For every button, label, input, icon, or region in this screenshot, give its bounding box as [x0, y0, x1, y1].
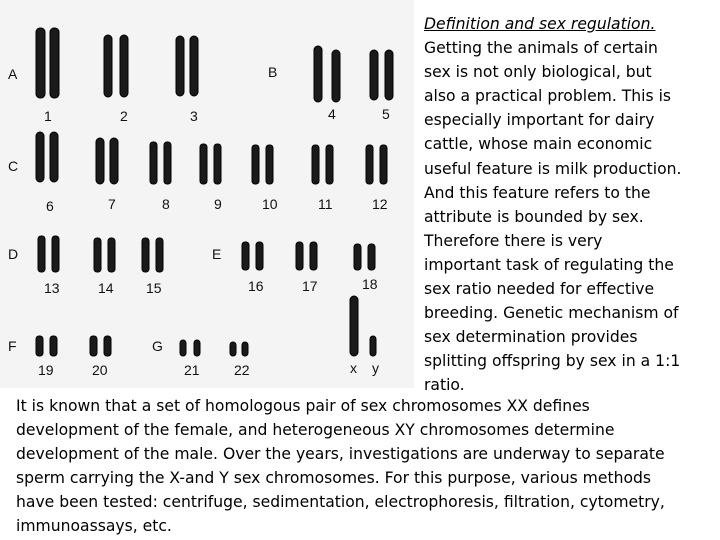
- chromosome-15b: [156, 238, 163, 272]
- chromosome-22a: [230, 342, 236, 356]
- chromosome-18b: [368, 244, 375, 270]
- chromosome-14b: [108, 238, 115, 272]
- group-label-e: E: [212, 246, 222, 262]
- chromosome-label-y: y: [372, 360, 379, 376]
- paragraph-line: sperm carrying the X-and Y sex chromosomes. For this purpose, various methods: [16, 469, 652, 488]
- chromosome-number-4: 4: [328, 106, 336, 122]
- group-label-g: G: [152, 338, 163, 354]
- paragraph-line: immunoassays, etc.: [16, 517, 172, 536]
- chromosome-3a: [176, 36, 184, 96]
- paragraph-line: development of the male. Over the years, investigations are underway to separate: [16, 445, 665, 464]
- chromosome-12a: [366, 145, 373, 184]
- chromosome-17a: [296, 242, 303, 270]
- chromosome-12b: [380, 145, 387, 184]
- chromosome-x: [350, 296, 358, 356]
- chromosome-11a: [312, 145, 319, 184]
- bottom-paragraph: [16, 394, 716, 539]
- chromosome-5a: [370, 50, 378, 100]
- chromosome-15a: [142, 238, 149, 272]
- chromosome-number-13: 13: [44, 280, 60, 296]
- chromosome-number-22: 22: [234, 362, 250, 378]
- chromosome-6b: [50, 132, 58, 182]
- chromosome-13b: [52, 236, 59, 272]
- paragraph-line: have been tested: centrifuge, sedimentation, electrophoresis, filtration, cytometry,: [16, 493, 665, 512]
- chromosome-label-x: x: [350, 360, 357, 376]
- chromosome-20a: [90, 336, 97, 356]
- chromosome-number-21: 21: [184, 362, 200, 378]
- group-label-a: A: [8, 66, 18, 82]
- chromosome-1b: [50, 28, 59, 98]
- text-line: breeding. Genetic mechanism of: [424, 304, 679, 323]
- text-line: also a practical problem. This is: [424, 87, 672, 106]
- chromosome-number-18: 18: [362, 276, 378, 292]
- text-line: splitting offspring by sex in a 1:1: [424, 352, 681, 371]
- chromosome-number-1: 1: [44, 108, 52, 124]
- chromosome-number-5: 5: [382, 106, 390, 122]
- paragraph-line: It is known that a set of homologous pair of sex chromosomes XX defines: [16, 397, 590, 415]
- group-label-d: D: [8, 246, 19, 262]
- chromosome-number-10: 10: [262, 196, 278, 212]
- chromosome-7a: [96, 138, 104, 184]
- section-heading: Definition and sex regulation.: [424, 15, 656, 33]
- chromosome-11b: [326, 145, 333, 184]
- chromosome-7b: [110, 138, 118, 184]
- chromosome-9a: [200, 144, 207, 184]
- right-column-text: [424, 12, 716, 398]
- group-label-c: C: [8, 158, 19, 174]
- chromosome-8a: [150, 142, 157, 184]
- chromosome-21b: [194, 340, 200, 356]
- group-label-b: B: [268, 64, 278, 80]
- chromosome-19b: [50, 336, 57, 356]
- chromosome-number-19: 19: [38, 362, 54, 378]
- text-line: Getting the animals of certain: [424, 39, 658, 58]
- paragraph-line: development of the female, and heterogeneous XY chromosomes determine: [16, 421, 615, 440]
- chromosome-number-9: 9: [214, 196, 222, 212]
- chromosome-number-20: 20: [92, 362, 108, 378]
- text-line: sex determination provides: [424, 328, 638, 347]
- chromosome-number-12: 12: [372, 196, 388, 212]
- text-line: especially important for dairy: [424, 111, 655, 130]
- text-line: important task of regulating the: [424, 255, 674, 274]
- karyotype-drawing: [0, 0, 414, 388]
- text-line: cattle, whose main economic: [424, 135, 653, 154]
- chromosome-2a: [104, 35, 112, 97]
- chromosome-number-16: 16: [248, 278, 264, 294]
- chromosome-9b: [214, 144, 221, 184]
- chromosome-21a: [180, 340, 186, 356]
- chromosome-number-2: 2: [120, 108, 128, 124]
- chromosome-10b: [266, 145, 273, 184]
- chromosome-4b: [332, 50, 340, 102]
- chromosome-2b: [120, 35, 128, 97]
- text-line: sex ratio needed for effective: [424, 280, 655, 299]
- chromosome-number-8: 8: [162, 196, 170, 212]
- text-line: And this feature refers to the: [424, 183, 651, 202]
- chromosome-22b: [242, 342, 248, 356]
- chromosome-14a: [94, 238, 101, 272]
- text-line: attribute is bounded by sex.: [424, 207, 644, 226]
- chromosome-10a: [252, 145, 259, 184]
- chromosome-number-11: 11: [318, 196, 333, 212]
- chromosome-13a: [38, 236, 45, 272]
- chromosome-number-3: 3: [190, 108, 198, 124]
- chromosome-16b: [256, 242, 263, 270]
- chromosome-number-7: 7: [108, 196, 116, 212]
- text-line: Therefore there is very: [424, 231, 603, 250]
- chromosome-number-6: 6: [46, 198, 54, 214]
- text-line: useful feature is milk production.: [424, 159, 682, 178]
- chromosome-y: [370, 336, 376, 356]
- chromosome-19a: [36, 336, 43, 356]
- chromosome-number-15: 15: [146, 280, 162, 296]
- chromosome-18a: [354, 244, 361, 270]
- chromosome-number-17: 17: [302, 278, 318, 294]
- chromosome-3b: [190, 36, 198, 96]
- text-line: sex is not only biological, but: [424, 63, 652, 82]
- chromosome-6a: [36, 132, 44, 182]
- chromosome-8b: [164, 142, 171, 184]
- chromosome-20b: [104, 336, 111, 356]
- chromosome-5b: [385, 50, 393, 100]
- karyotype-image: [0, 0, 414, 388]
- text-line: ratio.: [424, 376, 465, 395]
- chromosome-number-14: 14: [98, 280, 114, 296]
- group-label-f: F: [8, 338, 17, 354]
- chromosome-4a: [314, 46, 322, 102]
- chromosome-17b: [310, 242, 317, 270]
- chromosome-16a: [242, 242, 249, 270]
- chromosome-1a: [36, 28, 45, 98]
